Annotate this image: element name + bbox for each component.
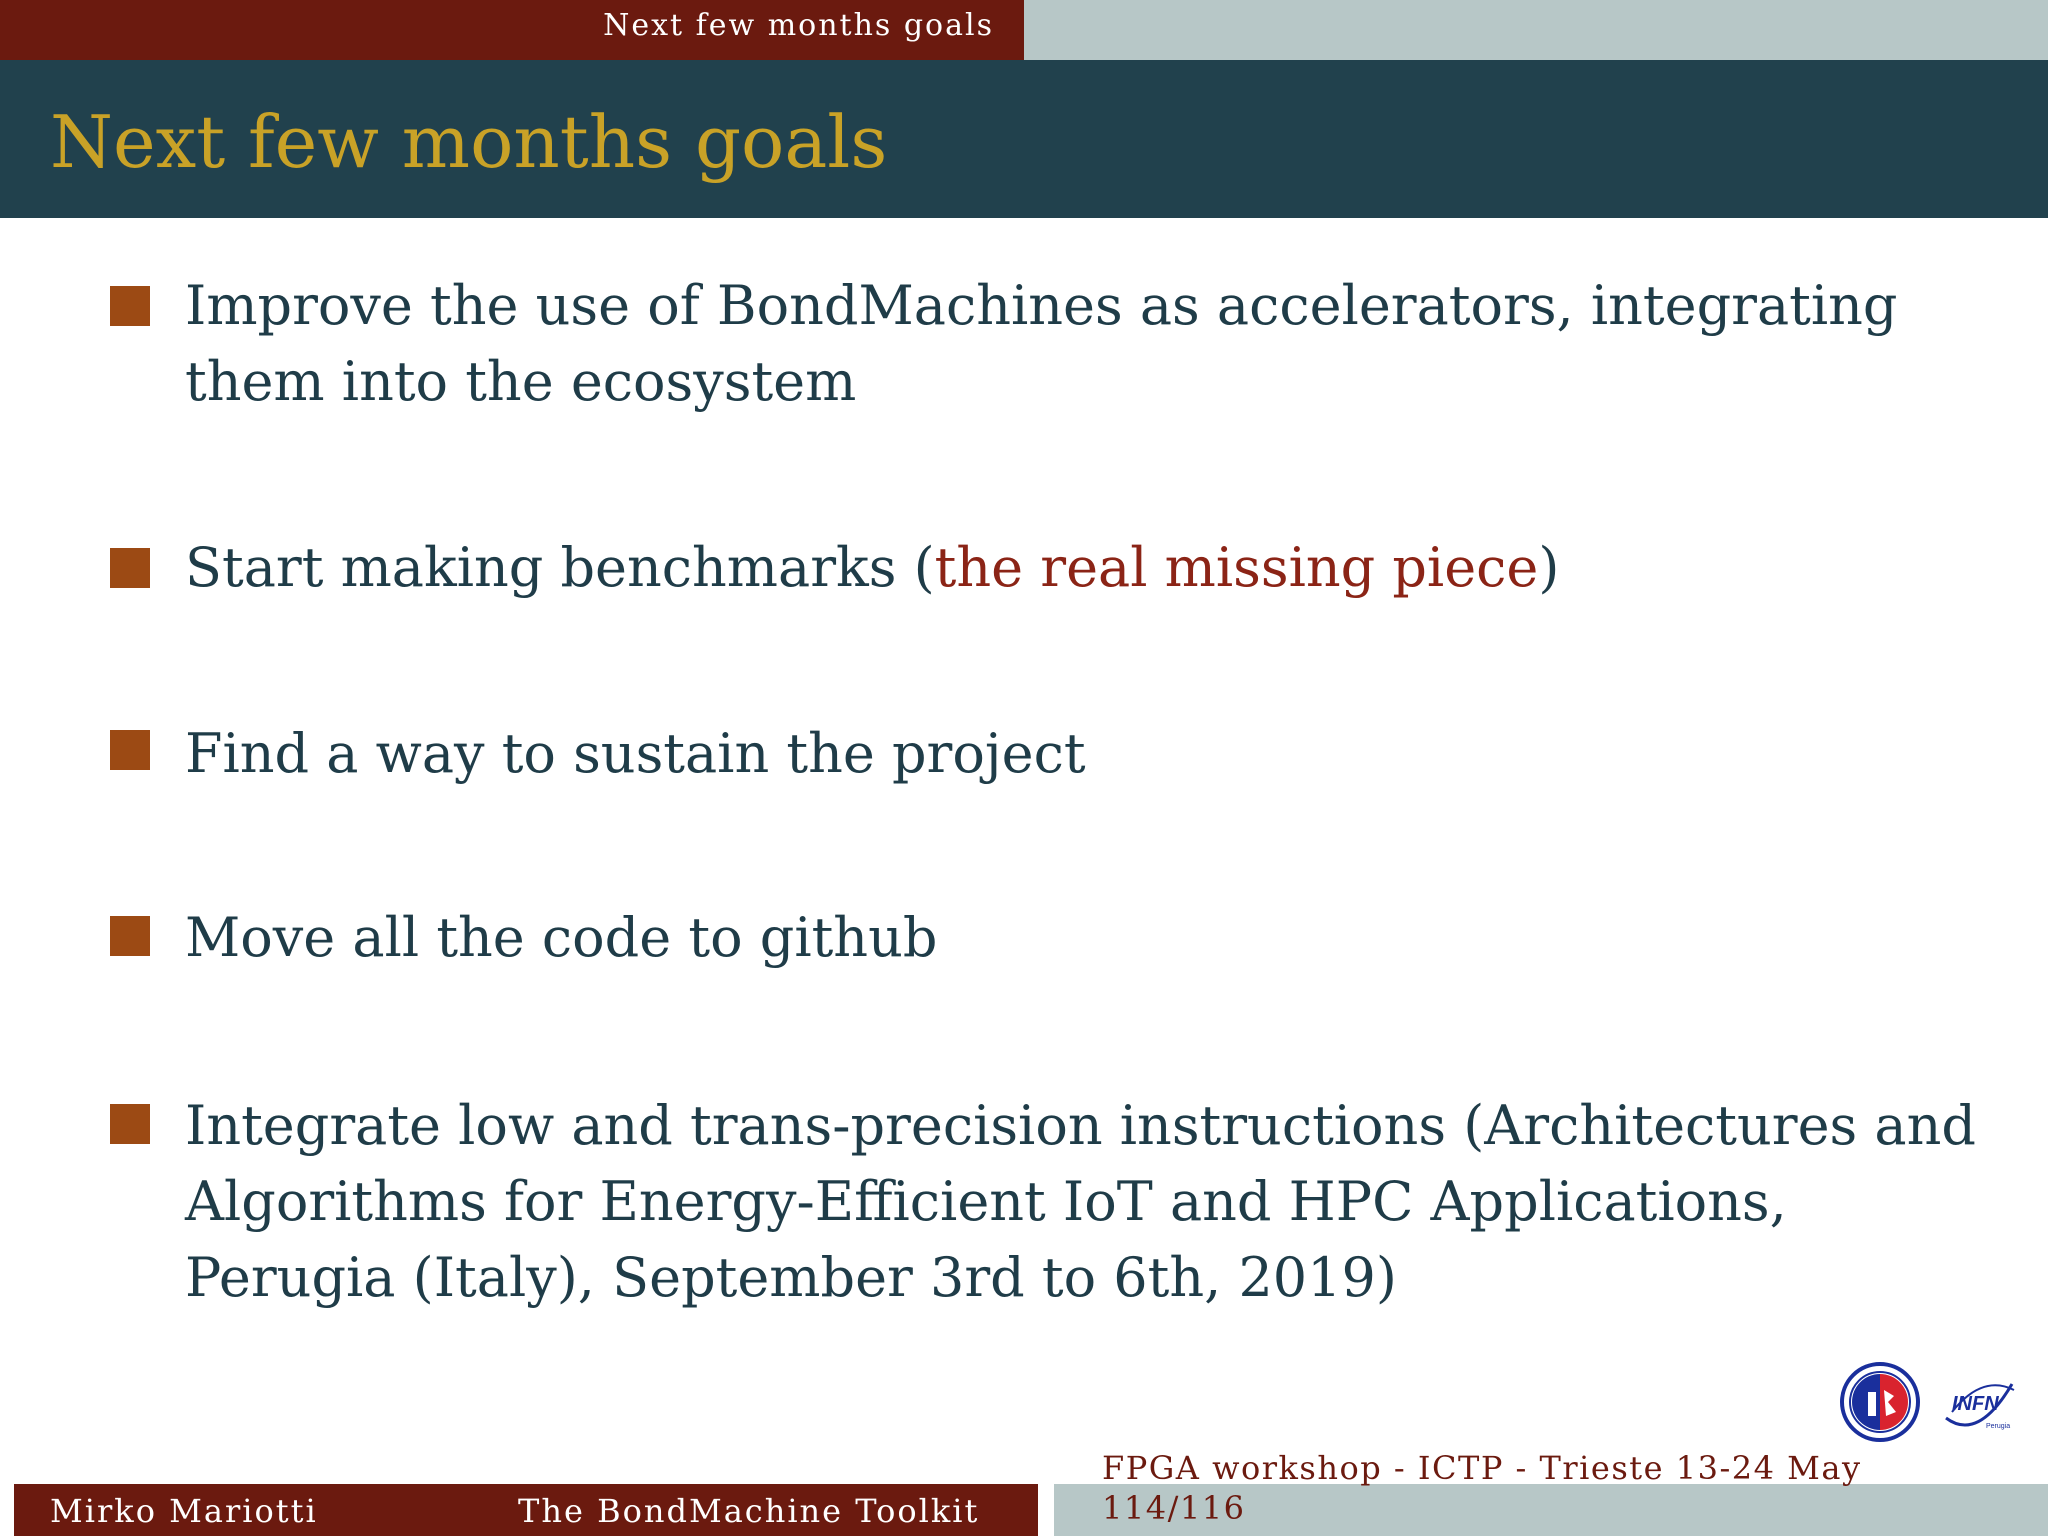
- footer-bar: [0, 1484, 2048, 1536]
- bullet-text: [185, 530, 1990, 606]
- page-number: 114/116: [1102, 1489, 1246, 1527]
- bullet-text: Integrate low and trans-precision instructions (Architectures and Algorithms for Energy-Efficient IoT and HPC Applications, Perugia (Italy), September 3rd to 6th, 2019): [185, 1094, 1976, 1309]
- bullet-text: Improve the use of BondMachines as accelerators, integrating them into the ecosystem: [185, 274, 1898, 413]
- top-navigation-bar-right: [1024, 0, 2048, 60]
- infn-logo-text: INFN: [1952, 1393, 1999, 1415]
- square-bullet-icon: [110, 286, 150, 326]
- bullet-text-part: Start making benchmarks (: [185, 536, 935, 599]
- university-seal-logo: [1840, 1362, 1920, 1442]
- bullet-text: Move all the code to github: [185, 906, 938, 969]
- square-bullet-icon: [110, 548, 150, 588]
- frame-title: Next few months goals: [50, 100, 888, 184]
- section-name: Next few months goals: [603, 8, 994, 43]
- frame-title-band: [0, 60, 2048, 218]
- bullet-text-part: ): [1538, 536, 1560, 599]
- top-navigation-bar-left: [0, 0, 1024, 60]
- footer-event: FPGA workshop - ICTP - Trieste 13-24 May: [1102, 1449, 1862, 1487]
- bullet-text: Find a way to sustain the project: [185, 722, 1086, 785]
- infn-logo: [1938, 1370, 2018, 1440]
- footer-short-title: The BondMachine Toolkit: [518, 1492, 980, 1530]
- highlighted-text: the real missing piece: [934, 536, 1539, 599]
- footer-author: Mirko Mariotti: [50, 1492, 318, 1530]
- square-bullet-icon: [110, 1104, 150, 1144]
- square-bullet-icon: [110, 730, 150, 770]
- top-navigation-bar: [0, 0, 2048, 60]
- infn-logo-subtext: Perugia: [1986, 1423, 2011, 1430]
- square-bullet-icon: [110, 916, 150, 956]
